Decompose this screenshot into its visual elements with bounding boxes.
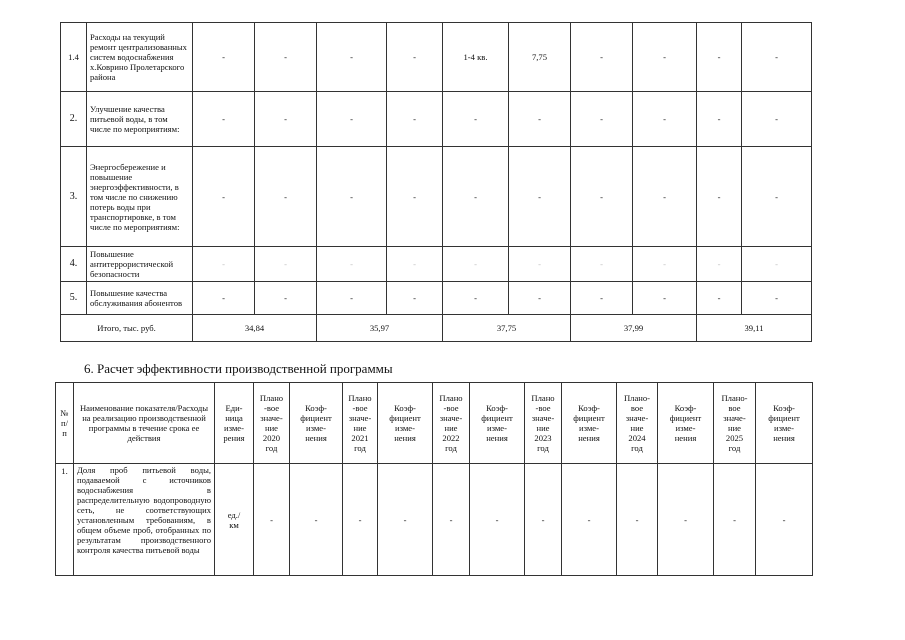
row-unit: ед./ км xyxy=(215,464,254,576)
efficiency-table xyxy=(55,382,813,576)
total-value: 39,11 xyxy=(697,315,812,342)
cell: - xyxy=(617,464,658,576)
cell: - xyxy=(742,282,812,315)
cell: - xyxy=(525,464,562,576)
cell: - xyxy=(255,23,317,92)
cell: - xyxy=(697,147,742,247)
header-plan-2024: Плано- вое значе- ние 2024 год xyxy=(617,383,658,464)
cell: - xyxy=(443,282,509,315)
cell: - xyxy=(633,23,697,92)
cell: - xyxy=(509,282,571,315)
header-plan-2023: Плано -вое значе- ние 2023 год xyxy=(525,383,562,464)
cell: - xyxy=(193,23,255,92)
row-number: 2. xyxy=(61,92,87,147)
cell: - xyxy=(317,92,387,147)
cell: - xyxy=(571,92,633,147)
cell: - xyxy=(697,282,742,315)
header-coef: Коэф- фициент изме- нения xyxy=(470,383,525,464)
cell: - xyxy=(714,464,756,576)
header-coef: Коэф- фициент изме- нения xyxy=(756,383,813,464)
cell: - xyxy=(697,92,742,147)
section-title: 6. Расчет эффективности производственной программы xyxy=(84,361,393,376)
row-number: 4. xyxy=(61,247,87,282)
cell: - xyxy=(470,464,525,576)
cell: - xyxy=(255,92,317,147)
cell: - xyxy=(742,23,812,92)
table-row xyxy=(61,92,812,147)
cell: - xyxy=(742,92,812,147)
header-coef: Коэф- фициент изме- нения xyxy=(290,383,343,464)
table-row xyxy=(61,147,812,247)
cell: - xyxy=(571,247,633,282)
header-unit: Еди- ница изме- рения xyxy=(215,383,254,464)
row-number: 1. xyxy=(56,464,74,576)
total-row xyxy=(61,315,812,342)
table-row xyxy=(61,282,812,315)
cell: - xyxy=(658,464,714,576)
total-label: Итого, тыс. руб. xyxy=(61,315,193,342)
cell: - xyxy=(387,23,443,92)
cell: - xyxy=(317,23,387,92)
total-value: 37,75 xyxy=(443,315,571,342)
cell: - xyxy=(378,464,433,576)
header-num: № п/ п xyxy=(56,383,74,464)
cell: - xyxy=(756,464,813,576)
row-name: Повышение качества обслуживания абонентов xyxy=(87,282,193,315)
header-name: Наименование показателя/Расходы на реализацию производственной программы в течение срока ее действия xyxy=(74,383,215,464)
cell: - xyxy=(633,247,697,282)
cell: - xyxy=(387,282,443,315)
cell: - xyxy=(742,247,812,282)
cell: - xyxy=(633,147,697,247)
cell: - xyxy=(193,282,255,315)
table-row xyxy=(61,23,812,92)
cell: - xyxy=(571,23,633,92)
row-number: 5. xyxy=(61,282,87,315)
cell: - xyxy=(317,147,387,247)
cell: - xyxy=(443,92,509,147)
cell: - xyxy=(633,282,697,315)
cell: - xyxy=(193,92,255,147)
cell: - xyxy=(255,147,317,247)
cell: - xyxy=(509,92,571,147)
header-plan-2020: Плано -вое значе- ние 2020 год xyxy=(254,383,290,464)
cell: - xyxy=(193,147,255,247)
cell: - xyxy=(254,464,290,576)
total-value: 34,84 xyxy=(193,315,317,342)
cell: - xyxy=(255,282,317,315)
row-number: 3. xyxy=(61,147,87,247)
header-row xyxy=(56,383,813,464)
cell: - xyxy=(387,92,443,147)
row-name: Энергосбережение и повышение энергоэффективности, в том числе по снижению потерь воды при транспортировке, в том числе по мероприятиям: xyxy=(87,147,193,247)
header-plan-2025: Плано- вое значе- ние 2025 год xyxy=(714,383,756,464)
header-plan-2021: Плано -вое значе- ние 2021 год xyxy=(343,383,378,464)
row-name: Расходы на текущий ремонт централизованных систем водоснабжения х.Коврино Пролетарского района xyxy=(87,23,193,92)
cell: - xyxy=(343,464,378,576)
table-row xyxy=(56,464,813,576)
cell: - xyxy=(509,247,571,282)
program-expenses-table xyxy=(60,22,812,342)
header-coef: Коэф- фициент изме- нения xyxy=(658,383,714,464)
cell: - xyxy=(317,247,387,282)
cell: 7,75 xyxy=(509,23,571,92)
cell: - xyxy=(742,147,812,247)
cell: - xyxy=(571,282,633,315)
cell: - xyxy=(571,147,633,247)
header-plan-2022: Плано -вое значе- ние 2022 год xyxy=(433,383,470,464)
cell: - xyxy=(697,23,742,92)
total-value: 35,97 xyxy=(317,315,443,342)
row-number: 1.4 xyxy=(61,23,87,92)
row-name: Повышение антитеррористической безопасности xyxy=(87,247,193,282)
cell: - xyxy=(193,247,255,282)
cell: - xyxy=(509,147,571,247)
cell: - xyxy=(633,92,697,147)
cell: - xyxy=(317,282,387,315)
header-coef: Коэф- фициент изме- нения xyxy=(562,383,617,464)
header-coef: Коэф- фициент изме- нения xyxy=(378,383,433,464)
cell: - xyxy=(443,247,509,282)
cell: - xyxy=(290,464,343,576)
cell: - xyxy=(387,247,443,282)
cell: - xyxy=(387,147,443,247)
row-name: Улучшение качества питьевой воды, в том числе по мероприятиям: xyxy=(87,92,193,147)
cell: - xyxy=(697,247,742,282)
cell: 1-4 кв. xyxy=(443,23,509,92)
cell: - xyxy=(433,464,470,576)
table-row xyxy=(61,247,812,282)
cell: - xyxy=(562,464,617,576)
total-value: 37,99 xyxy=(571,315,697,342)
cell: - xyxy=(255,247,317,282)
cell: - xyxy=(443,147,509,247)
row-name: Доля проб питьевой воды, подаваемой с источников водоснабжения в распределительную водопроводную сеть, не соответствующих установленным требованиям, в общем объеме проб, отобранных по результатам производственного контроля качества питьевой воды xyxy=(74,464,215,576)
